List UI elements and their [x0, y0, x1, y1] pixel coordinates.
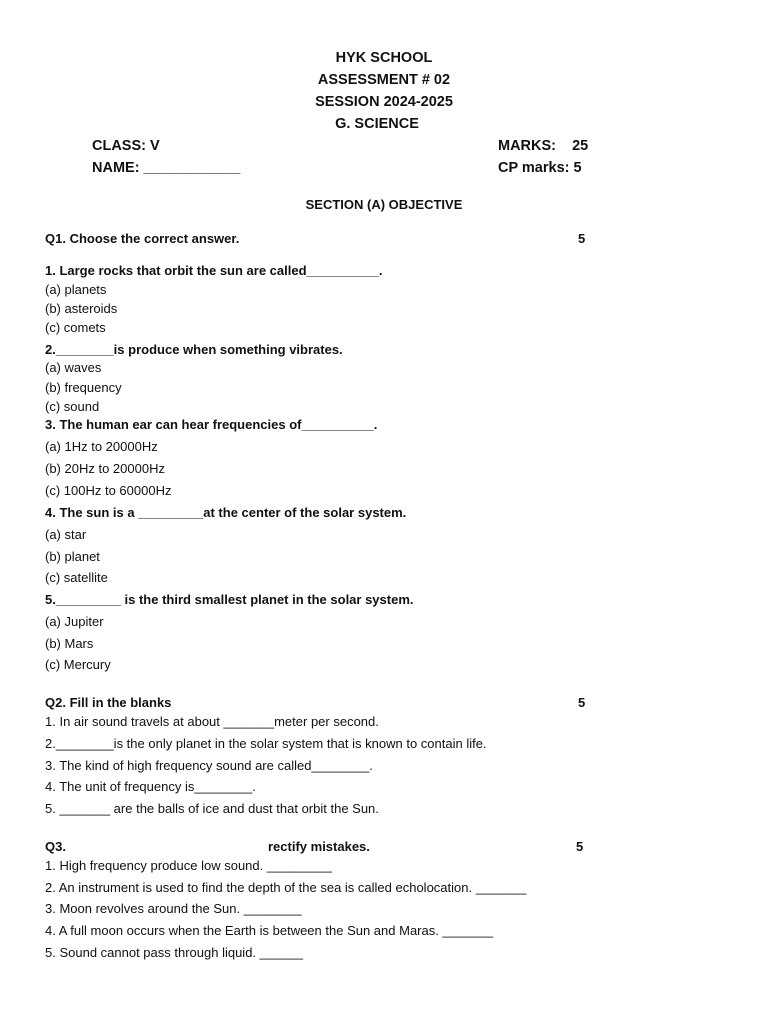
- q3-item-4: 4. A full moon occurs when the Earth is between the Sun and Maras. _______: [45, 923, 494, 938]
- q1-2-option-c: (c) sound: [45, 399, 100, 414]
- q1-stem-4: 4. The sun is a _________at the center of the solar system.: [45, 505, 407, 520]
- q1-stem-3: 3. The human ear can hear frequencies of__________.: [45, 417, 378, 432]
- q1-stem-1: 1. Large rocks that orbit the sun are called__________.: [45, 263, 383, 278]
- student-name-field: NAME: ____________: [92, 160, 241, 176]
- q1-4-option-c: (c) satellite: [45, 570, 108, 585]
- q1-3-option-a: (a) 1Hz to 20000Hz: [45, 439, 158, 454]
- marks-label: MARKS: 25: [498, 138, 589, 154]
- section-title: SECTION (A) OBJECTIVE: [305, 197, 463, 212]
- q2-item-1: 1. In air sound travels at about _______meter per second.: [45, 714, 379, 729]
- subject-label: G. SCIENCE: [335, 116, 419, 132]
- q3-marks: 5: [576, 839, 584, 854]
- q1-5-option-c: (c) Mercury: [45, 657, 111, 672]
- q1-1-option-b: (b) asteroids: [45, 301, 118, 316]
- q1-5-option-a: (a) Jupiter: [45, 614, 104, 629]
- q1-marks: 5: [578, 231, 586, 246]
- q1-2-option-b: (b) frequency: [45, 380, 122, 395]
- q1-5-option-b: (b) Mars: [45, 636, 94, 651]
- q1-1-option-a: (a) planets: [45, 282, 107, 297]
- q1-stem-5: 5._________ is the third smallest planet in the solar system.: [45, 592, 414, 607]
- q1-3-option-c: (c) 100Hz to 60000Hz: [45, 483, 172, 498]
- cp-marks-label: CP marks: 5: [498, 160, 582, 176]
- q2-marks: 5: [578, 695, 586, 710]
- q3-item-2: 2. An instrument is used to find the depth of the sea is called echolocation. _______: [45, 880, 527, 895]
- q2-item-5: 5. _______ are the balls of ice and dust that orbit the Sun.: [45, 801, 379, 816]
- q2-item-2: 2.________is the only planet in the solar system that is known to contain life.: [45, 736, 487, 751]
- class-label: CLASS: V: [92, 138, 160, 154]
- q1-4-option-a: (a) star: [45, 527, 87, 542]
- q2-item-4: 4. The unit of frequency is________.: [45, 779, 256, 794]
- q1-3-option-b: (b) 20Hz to 20000Hz: [45, 461, 165, 476]
- q1-4-option-b: (b) planet: [45, 549, 100, 564]
- q3-item-3: 3. Moon revolves around the Sun. ________: [45, 901, 302, 916]
- q1-2-option-a: (a) waves: [45, 360, 102, 375]
- q3-title: Q3.: [45, 839, 66, 854]
- q3-item-1: 1. High frequency produce low sound. _________: [45, 858, 332, 873]
- q1-title: Q1. Choose the correct answer.: [45, 231, 240, 246]
- assessment-title: ASSESSMENT # 02: [317, 72, 451, 88]
- session-label: SESSION 2024-2025: [315, 94, 453, 110]
- q2-title: Q2. Fill in the blanks: [45, 695, 172, 710]
- q3-item-5: 5. Sound cannot pass through liquid. ______: [45, 945, 304, 960]
- school-name: HYK SCHOOL: [335, 50, 433, 66]
- q3-subtitle: rectify mistakes.: [268, 839, 370, 854]
- q1-1-option-c: (c) comets: [45, 320, 106, 335]
- q2-item-3: 3. The kind of high frequency sound are called________.: [45, 758, 373, 773]
- q1-stem-2: 2.________is produce when something vibrates.: [45, 342, 343, 357]
